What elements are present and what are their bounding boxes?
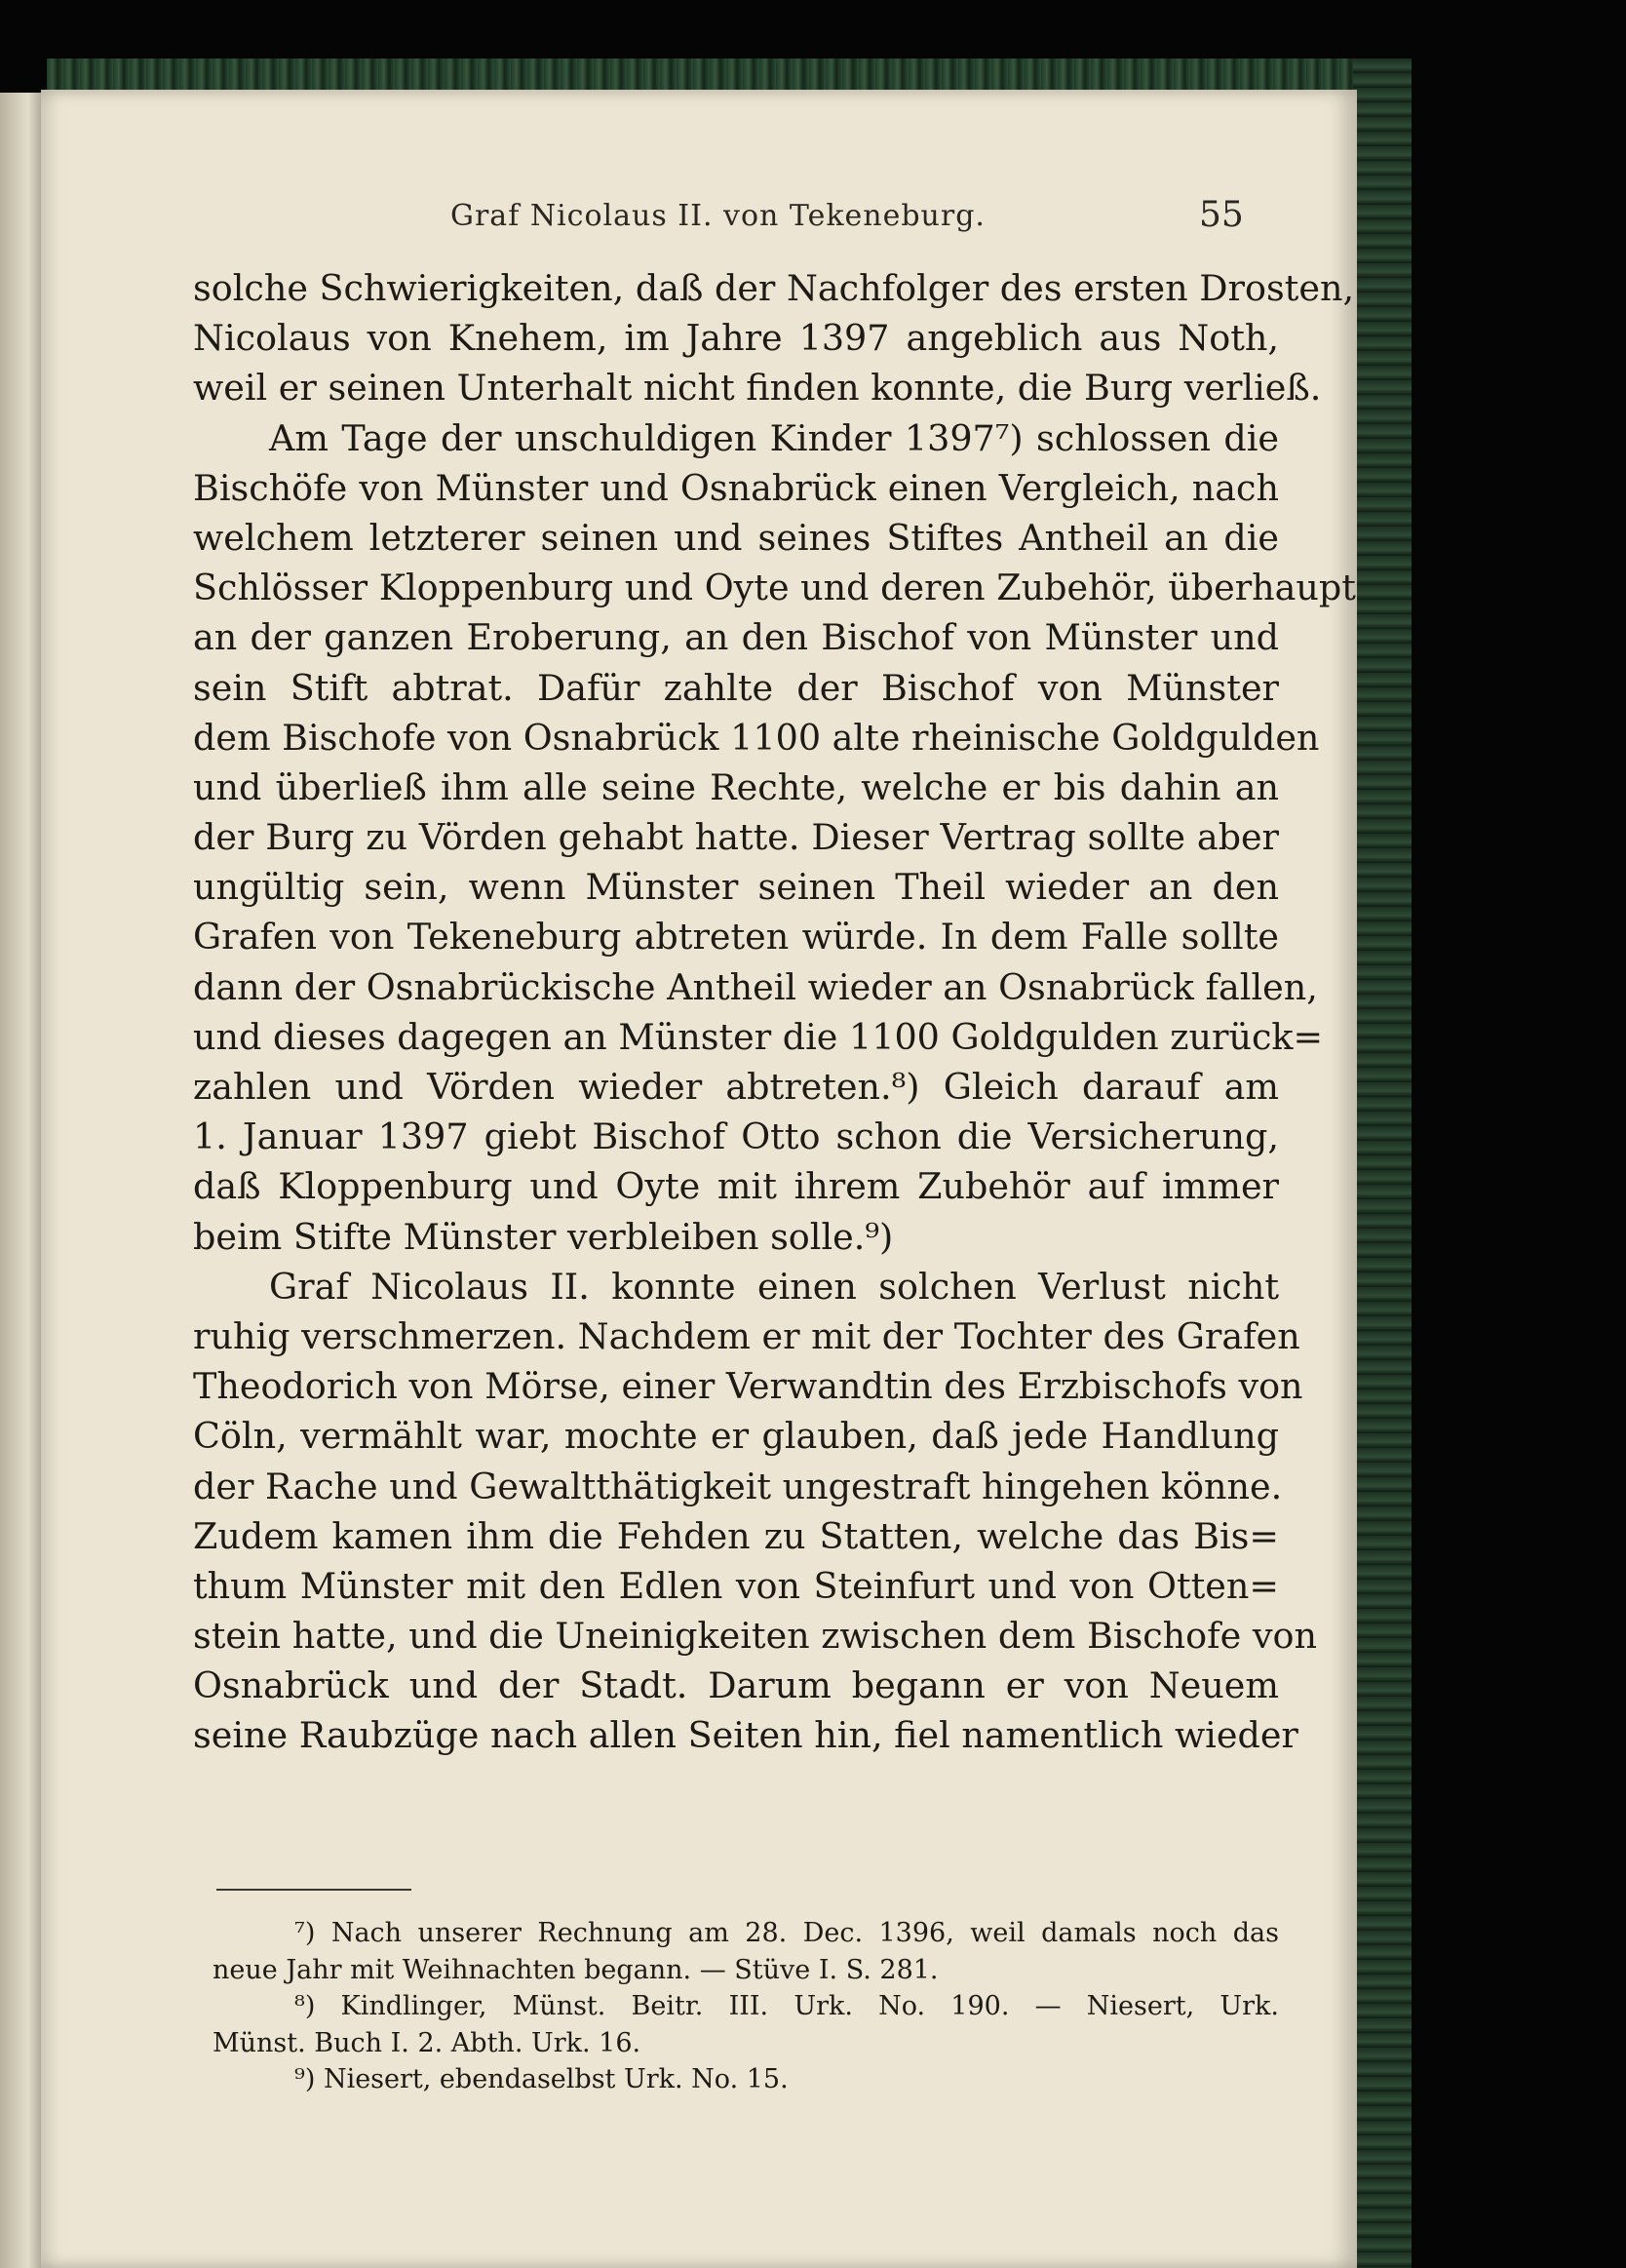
text-line: stein hatte, und die Uneinigkeiten zwischen dem Bischofe von: [193, 1615, 1317, 1658]
text-line: Graf Nicolaus II. konnte einen solchen Verlust nicht: [269, 1265, 1279, 1308]
text-line: daß Kloppenburg und Oyte mit ihrem Zubehör auf immer: [193, 1165, 1279, 1208]
left-page-edge: [0, 93, 47, 2268]
text-line: und überließ ihm alle seine Rechte, welche er bis dahin an: [193, 765, 1279, 808]
text-line: dann der Osnabrückische Antheil wieder an Osnabrück fallen,: [193, 965, 1318, 1008]
text-line: zahlen und Vörden wieder abtreten.⁸) Gleich darauf am: [193, 1066, 1279, 1108]
text-line: beim Stifte Münster verbleiben solle.⁹): [193, 1215, 894, 1258]
footnote-line: ⁹) Niesert, ebendaselbst Urk. No. 15.: [294, 2064, 789, 2094]
text-line: Am Tage der unschuldigen Kinder 1397⁷) schlossen die: [269, 416, 1279, 459]
text-line: 1. Januar 1397 giebt Bischof Otto schon die Versicherung,: [193, 1115, 1279, 1158]
text-line: Grafen von Tekeneburg abtreten würde. In dem Falle sollte: [193, 916, 1279, 958]
text-line: der Burg zu Vörden gehabt hatte. Dieser Vertrag sollte aber: [193, 816, 1279, 859]
book-page: [41, 90, 1357, 2268]
text-line: solche Schwierigkeiten, daß der Nachfolger des ersten Drosten,: [193, 267, 1355, 309]
text-line: welchem letzterer seinen und seines Stiftes Antheil an die: [193, 516, 1279, 559]
text-line: der Rache und Gewaltthätigkeit ungestraft hingehen könne.: [193, 1465, 1283, 1507]
text-line: Nicolaus von Knehem, im Jahre 1397 angeblich aus Noth,: [193, 317, 1279, 360]
text-line: Schlösser Kloppenburg und Oyte und deren Zubehör, überhaupt: [193, 567, 1356, 609]
text-line: thum Münster mit den Edlen von Steinfurt und von Otten=: [193, 1564, 1279, 1607]
text-line: Cöln, vermählt war, mochte er glauben, daß jede Handlung: [193, 1415, 1279, 1458]
footnote-line: ⁸) Kindlinger, Münst. Beitr. III. Urk. No. 190. — Niesert, Urk.: [294, 1991, 1279, 2021]
text-line: ungültig sein, wenn Münster seinen Theil wieder an den: [193, 866, 1279, 909]
text-line: weil er seinen Unterhalt nicht finden konnte, die Burg verließ.: [193, 367, 1322, 410]
text-line: Theodorich von Mörse, einer Verwandtin des Erzbischofs von: [193, 1365, 1303, 1408]
footnote-line: Münst. Buch I. 2. Abth. Urk. 16.: [213, 2027, 641, 2058]
text-line: dem Bischofe von Osnabrück 1100 alte rheinische Goldgulden: [193, 716, 1320, 759]
text-line: seine Raubzüge nach allen Seiten hin, fiel namentlich wieder: [193, 1714, 1298, 1757]
text-line: an der ganzen Eroberung, an den Bischof von Münster und: [193, 616, 1279, 659]
footnotes: [213, 1915, 1279, 2098]
page-number: 55: [1199, 195, 1244, 235]
text-line: und dieses dagegen an Münster die 1100 Goldgulden zurück=: [193, 1015, 1324, 1058]
footnote-rule: [216, 1889, 411, 1891]
text-line: sein Stift abtrat. Dafür zahlte der Bischof von Münster: [193, 666, 1279, 709]
footnote-line: neue Jahr mit Weihnachten begann. — Stüve I. S. 281.: [213, 1954, 939, 1985]
text-line: Osnabrück und der Stadt. Darum begann er von Neuem: [193, 1664, 1279, 1707]
body-text: [193, 263, 1356, 1761]
text-line: ruhig verschmerzen. Nachdem er mit der Tochter des Grafen: [193, 1314, 1300, 1357]
text-line: Bischöfe von Münster und Osnabrück einen Vergleich, nach: [193, 466, 1279, 509]
cover-right-edge: [1353, 59, 1412, 2268]
running-head: Graf Nicolaus II. von Tekeneburg.: [450, 199, 986, 233]
text-line: Zudem kamen ihm die Fehden zu Statten, welche das Bis=: [193, 1514, 1279, 1557]
footnote-line: ⁷) Nach unserer Rechnung am 28. Dec. 1396, weil damals noch das: [294, 1918, 1279, 1948]
